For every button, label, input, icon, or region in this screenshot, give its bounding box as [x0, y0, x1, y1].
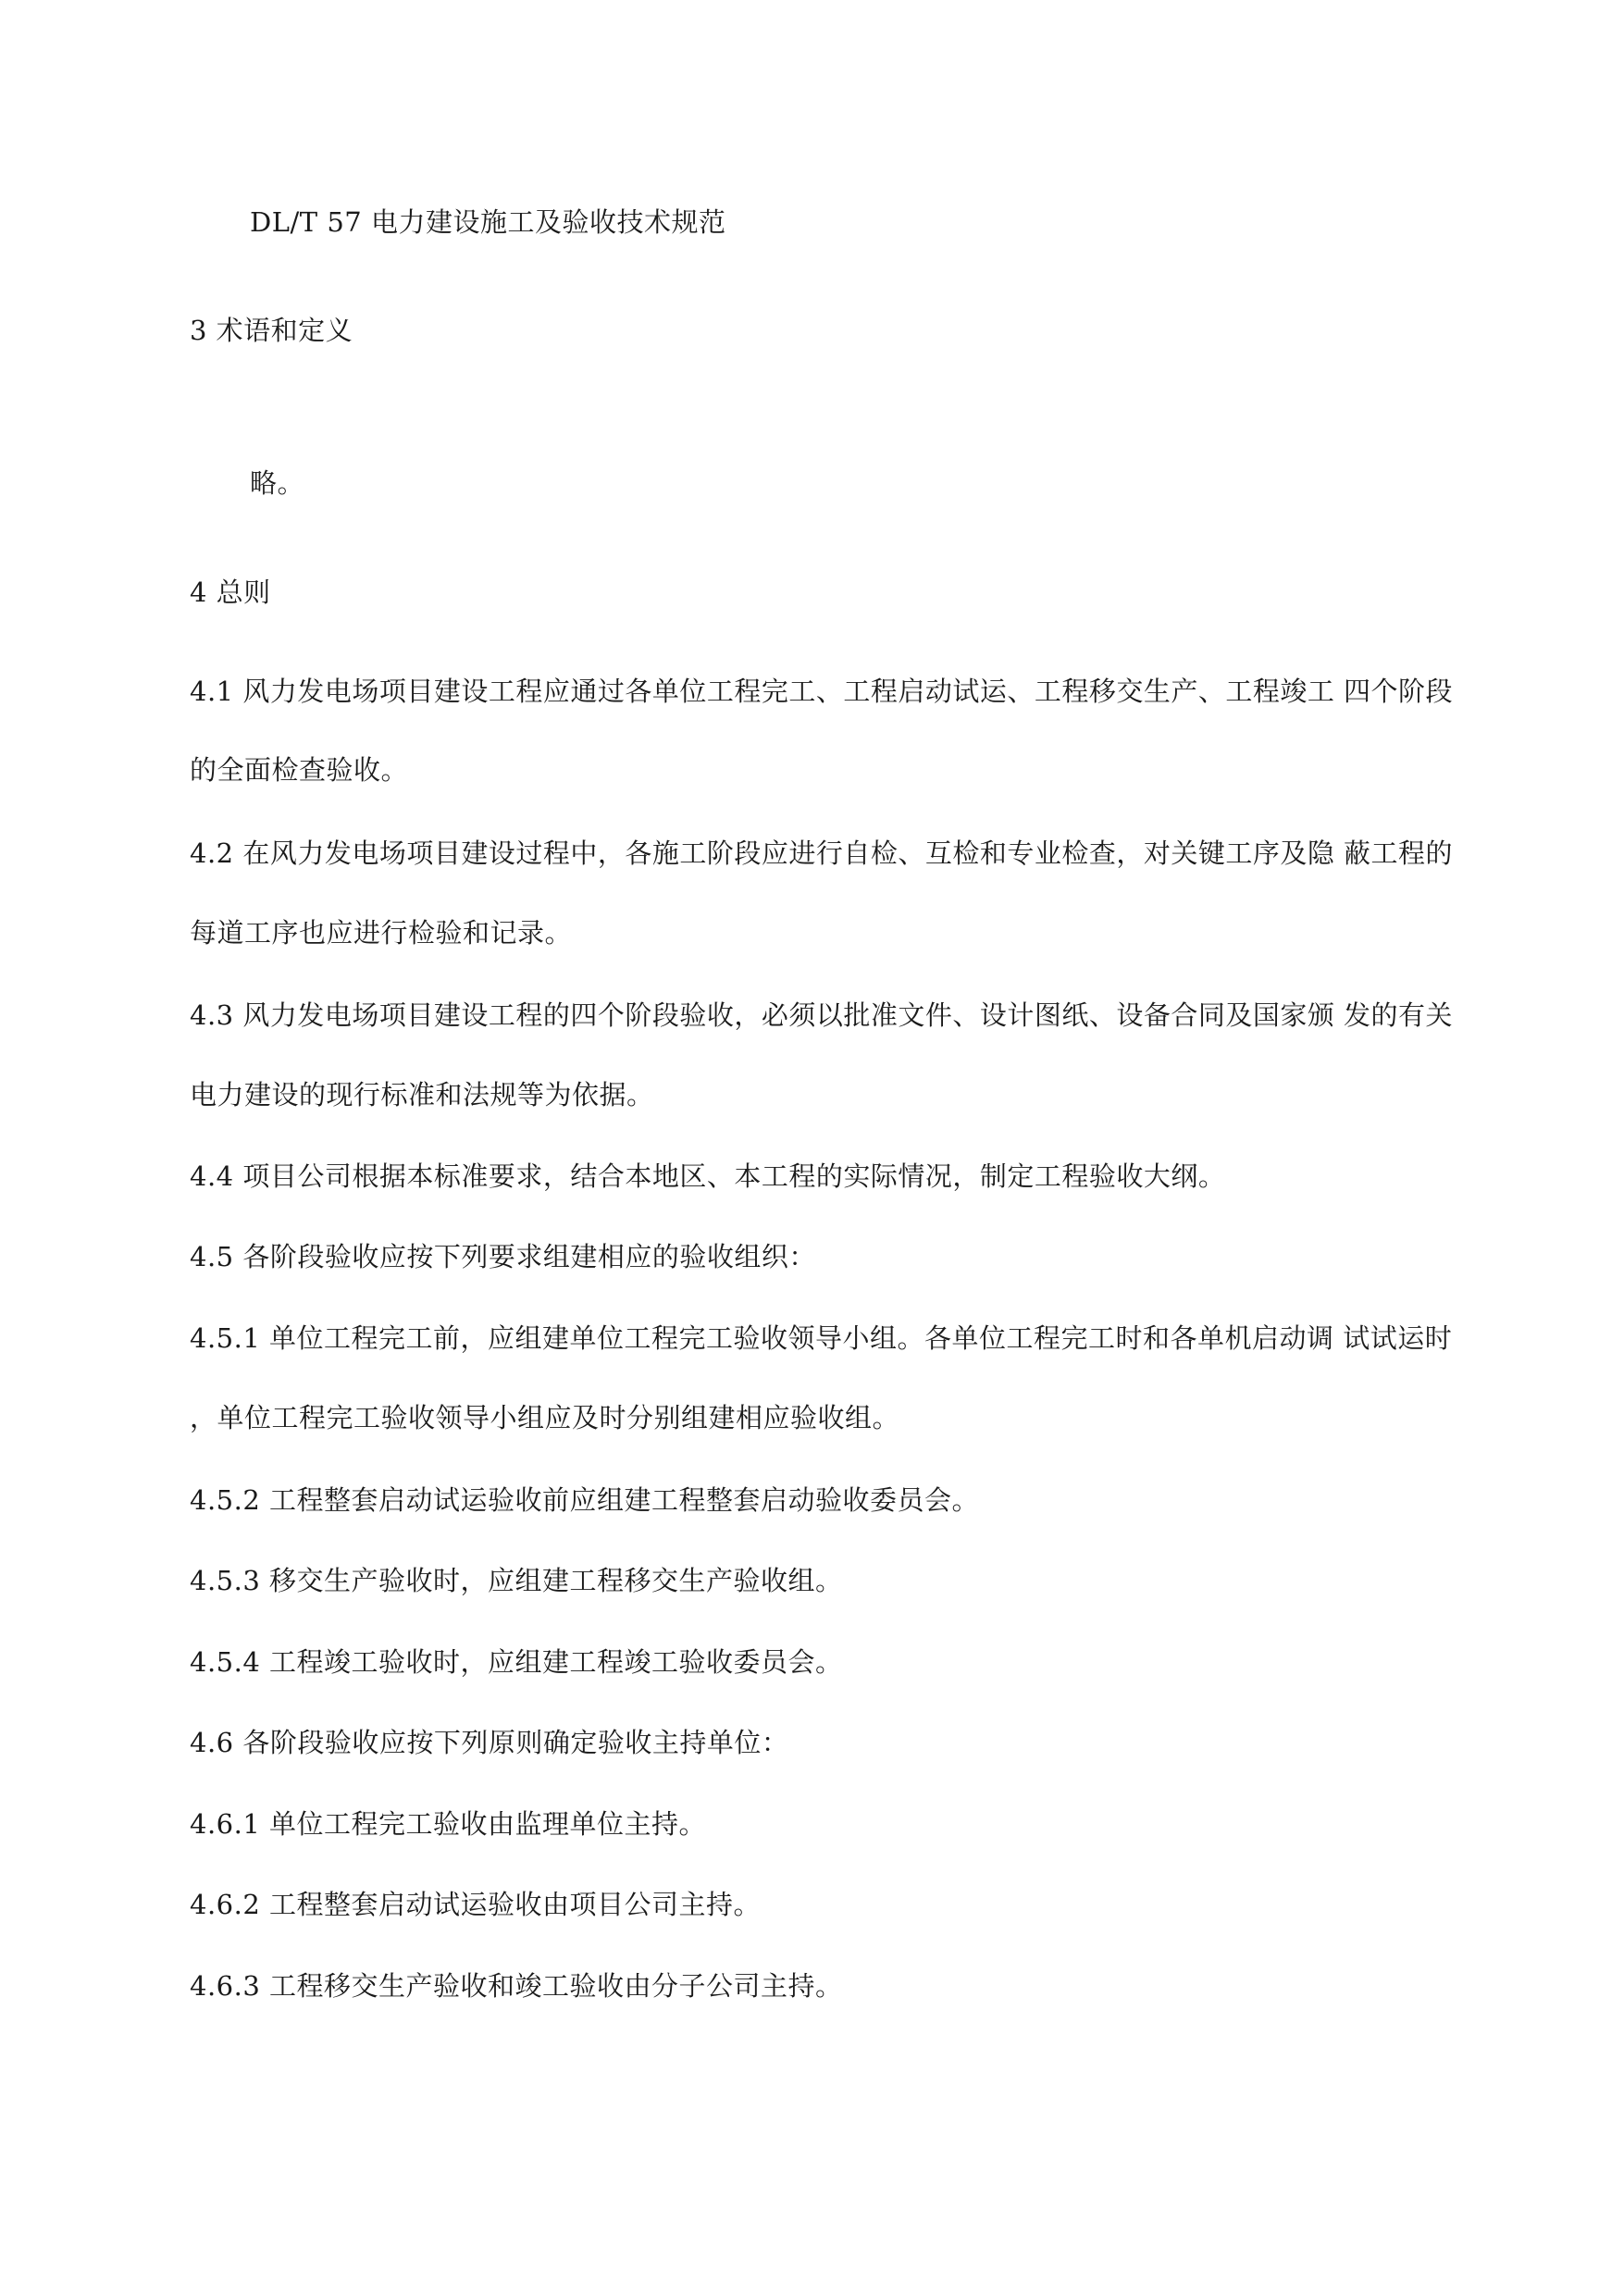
clause-4-1-line-2: 的全面检查验收。 — [190, 754, 409, 786]
clause-4-5-4: 4.5.4 工程竣工验收时，应组建工程竣工验收委员会。 — [190, 1646, 843, 1678]
clause-4-3-line-2: 电力建设的现行标准和法规等为依据。 — [190, 1079, 654, 1110]
clause-4-1-line-1: 4.1 风力发电场项目建设工程应通过各单位工程完工、工程启动试运、工程移交生产、工程竣工 四个阶段 — [190, 676, 1454, 707]
clause-4-2-line-2: 每道工序也应进行检验和记录。 — [190, 917, 573, 949]
section-3-heading: 3 术语和定义 — [190, 315, 353, 346]
clause-4-6-2: 4.6.2 工程整套启动试运验收由项目公司主持。 — [190, 1889, 762, 1920]
clause-4-5-1-line-2: ，单位工程完工验收领导小组应及时分别组建相应验收组。 — [190, 1402, 900, 1433]
clause-4-6-1: 4.6.1 单位工程完工验收由监理单位主持。 — [190, 1808, 707, 1840]
clause-4-5-2: 4.5.2 工程整套启动试运验收前应组建工程整套启动验收委员会。 — [190, 1484, 980, 1516]
clause-4-6: 4.6 各阶段验收应按下列原则确定验收主持单位： — [190, 1727, 789, 1758]
section-4-heading: 4 总则 — [190, 577, 271, 608]
clause-4-3-line-1: 4.3 风力发电场项目建设工程的四个阶段验收，必须以批准文件、设计图纸、设备合同及国家颁 发的有关 — [190, 999, 1454, 1031]
clause-4-4: 4.4 项目公司根据本标准要求，结合本地区、本工程的实际情况，制定工程验收大纲。 — [190, 1160, 1226, 1192]
section-3-body: 略。 — [250, 467, 305, 499]
clause-4-6-3: 4.6.3 工程移交生产验收和竣工验收由分子公司主持。 — [190, 1970, 843, 2002]
clause-4-5-3: 4.5.3 移交生产验收时，应组建工程移交生产验收组。 — [190, 1565, 843, 1596]
clause-4-5: 4.5 各阶段验收应按下列要求组建相应的验收组织： — [190, 1241, 816, 1272]
clause-4-5-1-line-1: 4.5.1 单位工程完工前，应组建单位工程完工验收领导小组。各单位工程完工时和各单机启动调 试试运时 — [190, 1322, 1453, 1354]
reference-standard: DL/T 57 电力建设施工及验收技术规范 — [250, 206, 726, 238]
clause-4-2-line-1: 4.2 在风力发电场项目建设过程中，各施工阶段应进行自检、互检和专业检查，对关键工序及隐 蔽工程的 — [190, 837, 1454, 869]
